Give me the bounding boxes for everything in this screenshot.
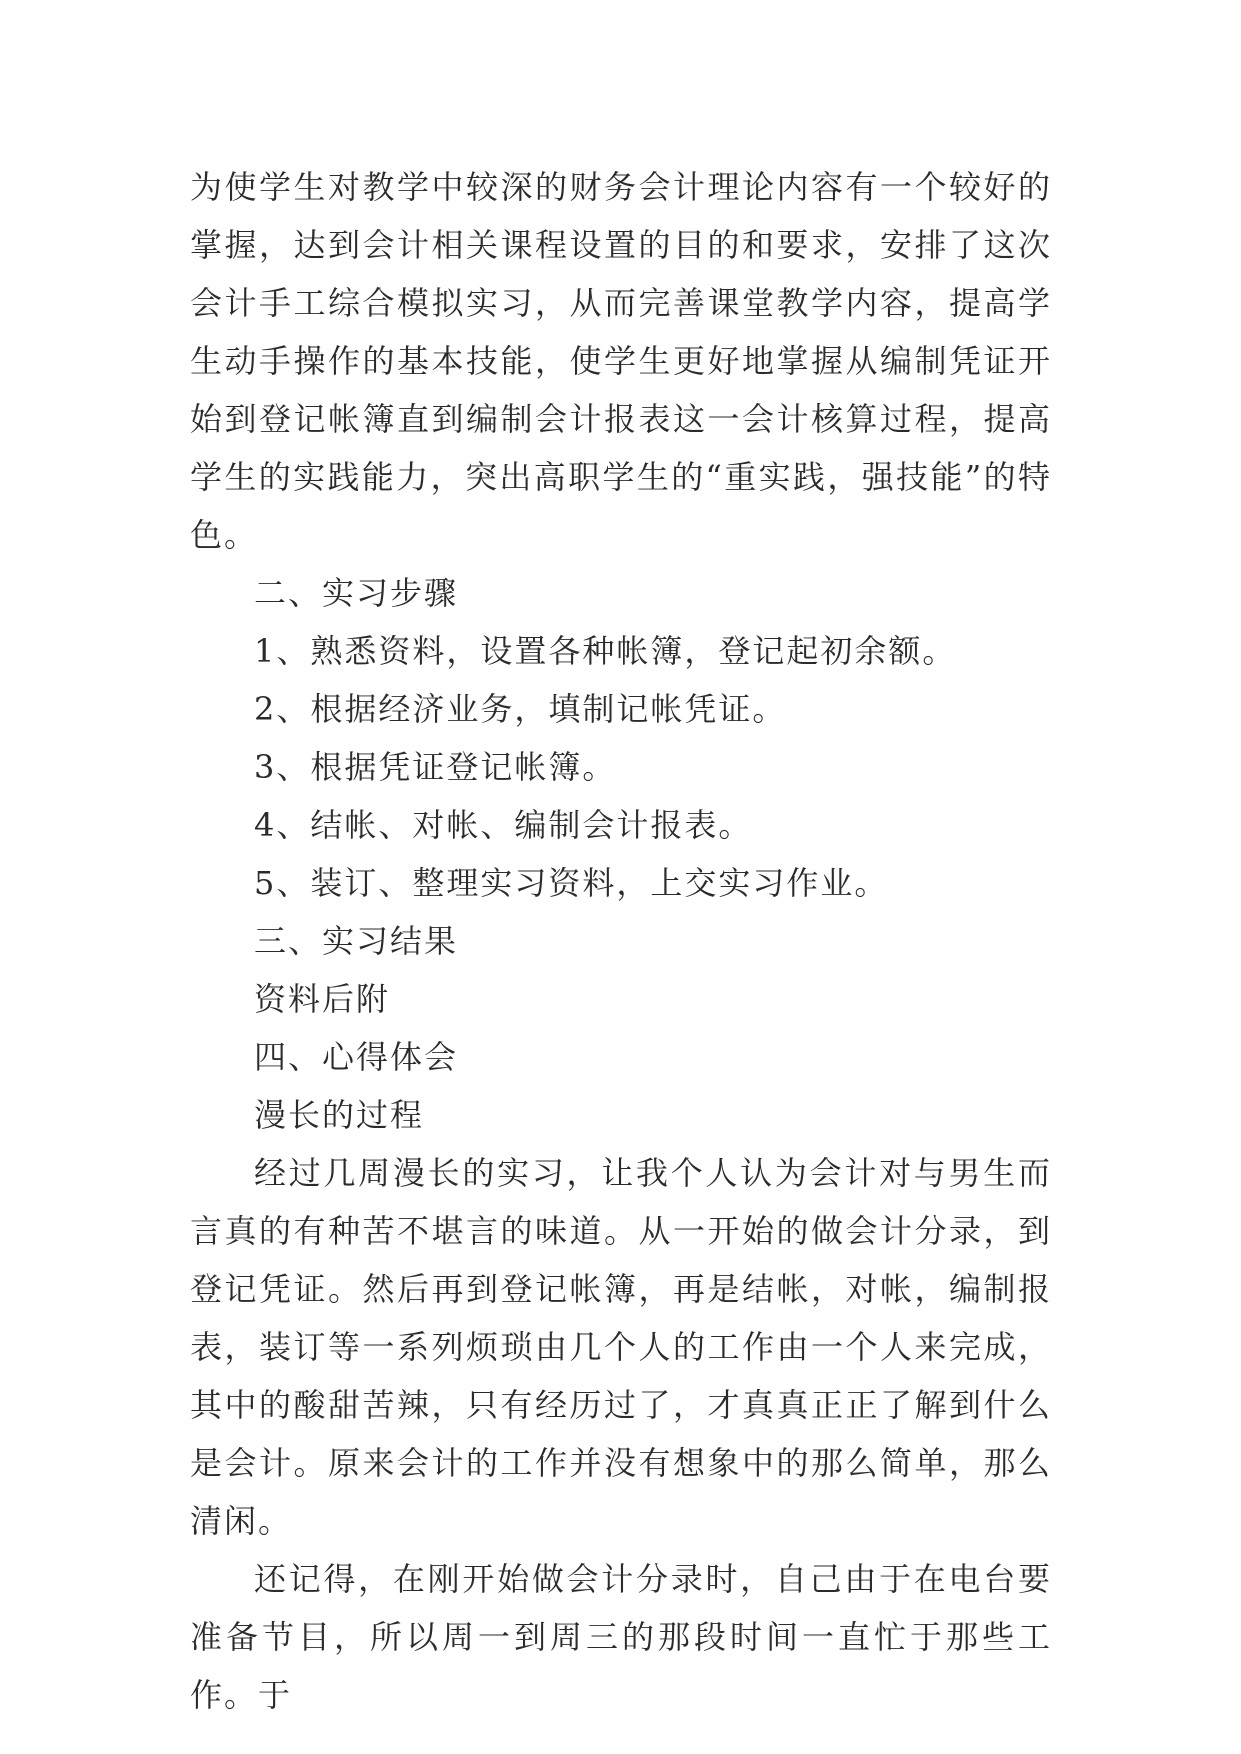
step-item-3: 3、根据凭证登记帐簿。 xyxy=(254,748,617,786)
step-item-2: 2、根据经济业务，填制记帐凭证。 xyxy=(254,690,787,728)
paragraph-memory: 还记得，在刚开始做会计分录时，自己由于在电台要准备节目，所以周一到周三的那段时间一直忙于那些工作。于 xyxy=(190,1560,1052,1714)
document-body xyxy=(190,158,1052,1724)
paragraph-experience: 经过几周漫长的实习，让我个人认为会计对与男生而言真的有种苦不堪言的味道。从一开始的做会计分录，到登记凭证。然后再到登记帐簿，再是结帐，对帐，编制报表，装订等一系列烦琐由几个人的工作由一个人来完成，其中的酸甜苦辣，只有经历过了，才真真正正了解到什么是会计。原来会计的工作并没有想象中的那么简单，那么清闲。 xyxy=(190,1154,1052,1540)
subheading-long-process: 漫长的过程 xyxy=(254,1096,425,1134)
paragraph-purpose: 为使学生对教学中较深的财务会计理论内容有一个较好的掌握，达到会计相关课程设置的目的和要求，安排了这次会计手工综合模拟实习，从而完善课堂教学内容，提高学生动手操作的基本技能，使学生更好地掌握从编制凭证开始到登记帐簿直到编制会计报表这一会计核算过程，提高学生的实践能力，突出高职学生的“重实践，强技能”的特色。 xyxy=(190,168,1052,554)
results-text: 资料后附 xyxy=(254,980,391,1018)
step-item-1: 1、熟悉资料，设置各种帐簿，登记起初余额。 xyxy=(254,632,957,670)
step-item-4: 4、结帐、对帐、编制会计报表。 xyxy=(254,806,753,844)
section-heading-reflections: 四、心得体会 xyxy=(254,1038,459,1076)
section-heading-results: 三、实习结果 xyxy=(254,922,459,960)
section-heading-steps: 二、实习步骤 xyxy=(254,574,459,612)
step-item-5: 5、装订、整理实习资料，上交实习作业。 xyxy=(254,864,889,902)
